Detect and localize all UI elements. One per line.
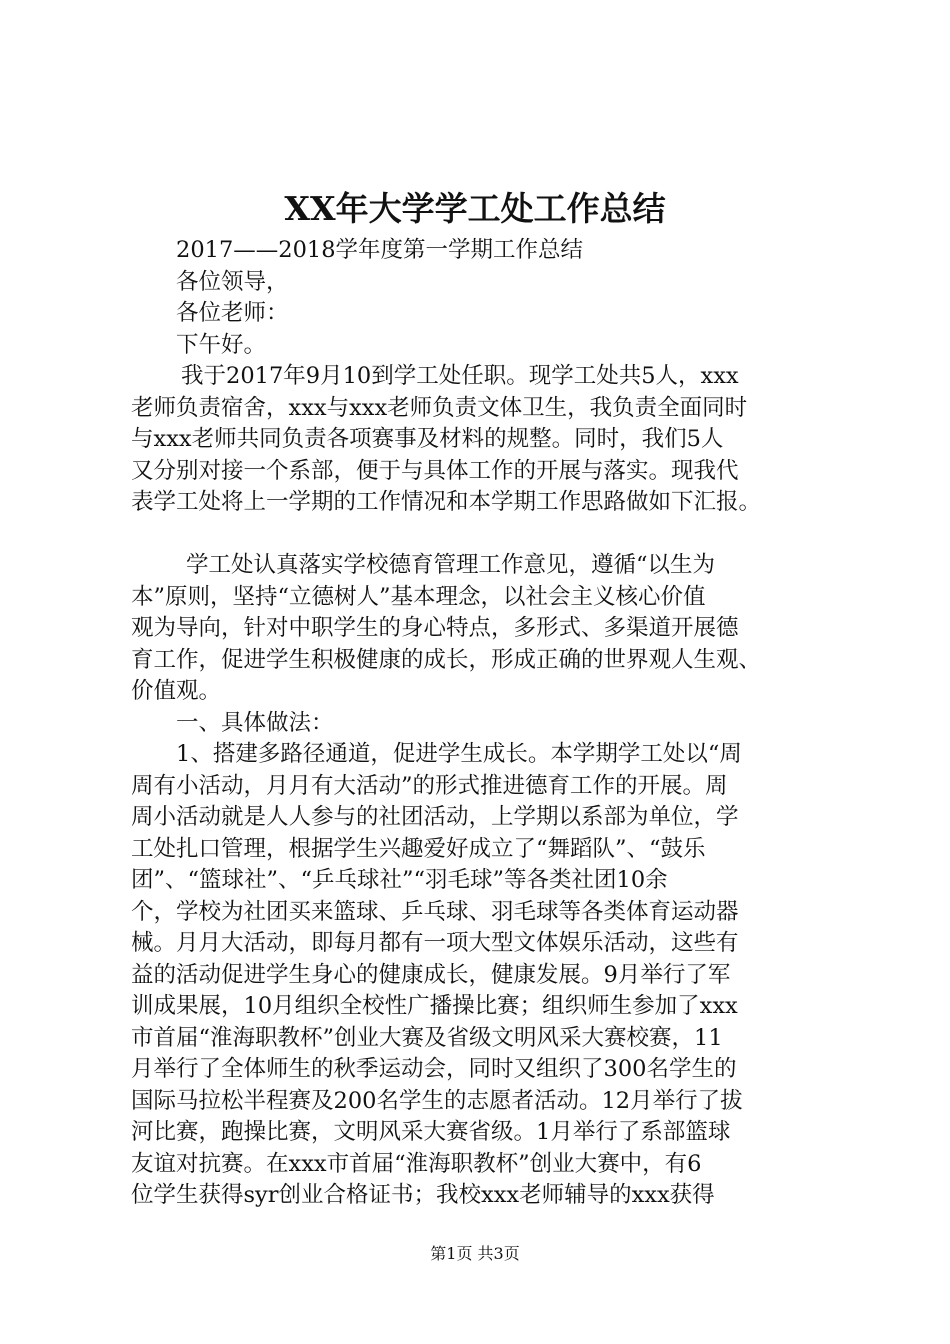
paragraph-line: 周小活动就是人人参与的社团活动，上学期以系部为单位，学 (131, 804, 739, 830)
paragraph-line: 我于2017年9月10到学工处任职。现学工处共5人，xxx (181, 363, 739, 389)
paragraph-line: 工处扎口管理，根据学生兴趣爱好成立了“舞蹈队”、“鼓乐 (131, 835, 706, 862)
paragraph-line: 国际马拉松半程赛及200名学生的志愿者活动。12月举行了拔 (131, 1087, 743, 1114)
paragraph-line: 周有小活动，月月有大活动”的形式推进德育工作的开展。周 (131, 772, 728, 799)
paragraph-line: 训成果展，10月组织全校性广播操比赛；组织师生参加了xxx (131, 993, 738, 1019)
paragraph-line: 械。月月大活动，即每月都有一项大型文体娱乐活动，这些有 (131, 930, 739, 956)
paragraph-line: 育工作，促进学生积极健康的成长，形成正确的世界观人生观、 (131, 646, 762, 673)
greeting-afternoon: 下午好。 (176, 331, 267, 358)
paragraph-introduction (131, 361, 851, 519)
paragraph-principles (131, 550, 851, 708)
greeting-teachers: 各位老师： (176, 300, 289, 326)
paragraph-line: 月举行了全体师生的秋季运动会，同时又组织了300名学生的 (131, 1056, 737, 1082)
paragraph-line: 市首届“淮海职教杯”创业大赛及省级文明风采大赛校赛，11 (131, 1024, 723, 1051)
paragraph-line: 学工处认真落实学校德育管理工作意见，遵循“以生为 (186, 552, 716, 578)
paragraph-line: 友谊对抗赛。在xxx市首届“淮海职教杯”创业大赛中，有6 (131, 1150, 702, 1177)
document-title: XX年大学学工处工作总结 (284, 189, 666, 228)
page-footer: 第1页 共3页 (430, 1244, 520, 1263)
paragraph-line: 价值观。 (131, 678, 222, 704)
document-body (131, 235, 851, 1212)
blank-line (131, 519, 851, 551)
greeting-leaders: 各位领导， (176, 268, 289, 295)
paragraph-line: 位学生获得syr创业合格证书；我校xxx老师辅导的xxx获得 (131, 1182, 715, 1208)
paragraph-line: 与xxx老师共同负责各项赛事及材料的规整。同时，我们5人 (131, 426, 724, 452)
paragraph-line: 本”原则，坚持“立德树人”基本理念，以社会主义核心价值 (131, 583, 706, 610)
paragraph-line: 1、搭建多路径通道，促进学生成长。本学期学工处以“周 (176, 741, 742, 767)
paragraph-line: 个，学校为社团买来篮球、乒乓球、羽毛球等各类体育运动器 (131, 898, 739, 925)
paragraph-line: 观为导向，针对中职学生的身心特点，多形式、多渠道开展德 (131, 615, 739, 641)
paragraph-line: 表学工处将上一学期的工作情况和本学期工作思路做如下汇报。 (131, 489, 762, 515)
paragraph-line: 又分别对接一个系部，便于与具体工作的开展与落实。现我代 (131, 457, 739, 484)
paragraph-line: 老师负责宿舍，xxx与xxx老师负责文体卫生，我负责全面同时 (131, 394, 748, 421)
paragraph-line: 团”、“篮球社”、“乒乓球社”“羽毛球”等各类社团10余 (131, 867, 668, 893)
subtitle: 2017——2018学年度第一学期工作总结 (176, 237, 584, 263)
section-heading: 一、具体做法： (176, 709, 334, 736)
paragraph-line: 益的活动促进学生身心的健康成长，健康发展。9月举行了军 (131, 961, 731, 988)
paragraph-activities (131, 739, 851, 1212)
paragraph-line: 河比赛，跑操比赛，文明风采大赛省级。1月举行了系部篮球 (131, 1119, 731, 1145)
